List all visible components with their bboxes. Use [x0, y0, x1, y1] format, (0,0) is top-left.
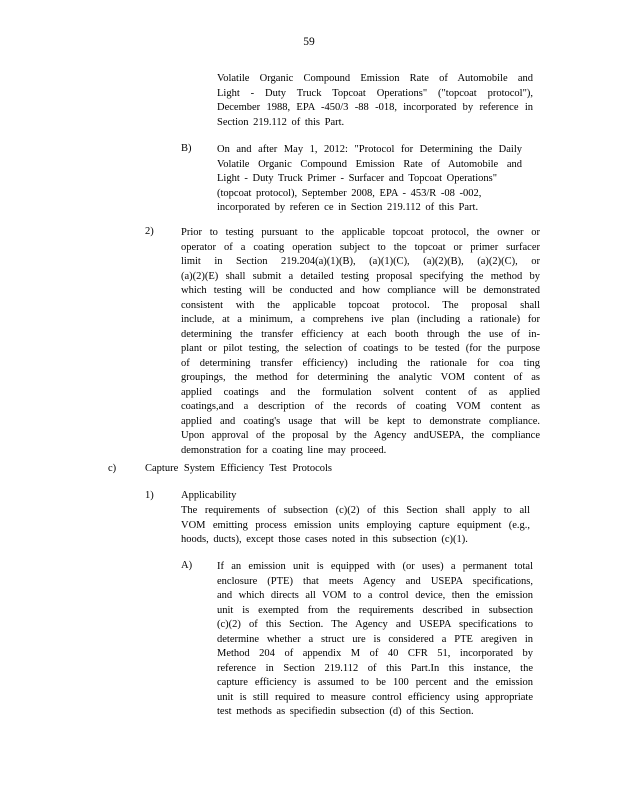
text-line: Light - Duty Truck Primer - Surfacer and Topcoat Operations" [217, 173, 498, 184]
item-c1a-label: A) [181, 560, 193, 571]
item-2-paragraph [181, 226, 540, 458]
text-line: determining the transfer efficiency at each booth through the use of in- [181, 328, 540, 340]
text-line: determine whether a struct ure is considered a PTE aregiven in [217, 633, 533, 645]
text-line: demonstration for a coating line may proceed. [181, 444, 387, 456]
text-line: include, at a minimum, a comprehens ive plan (including a rationale) for [181, 314, 540, 325]
text-line: VOM emitting process emission units employing capture equipment (e.g., [181, 519, 530, 531]
text-line: Method 204 of appendix M of 40 CFR 51, incorporated by [217, 648, 533, 659]
text-line: applied and coating's usage that will be kept to demonstrate compliance. [181, 415, 540, 427]
text-line: coatings,and a description of the records of coating VOM content as [181, 401, 540, 412]
text-line: plant or pilot testing, the selection of coatings to be tested (for the purpose [181, 343, 540, 354]
text-line: of determining transfer efficiency) including the rationale for coa ting [181, 357, 540, 369]
item-c-label: c) [108, 463, 117, 474]
text-line: reference in Section 219.112 of this Part.In this instance, the [217, 662, 533, 674]
item-b-label: B) [181, 143, 192, 154]
item-c1-heading: Applicability [181, 490, 237, 501]
item-c1a-paragraph [217, 560, 533, 720]
text-line: (a)(2)(E) shall submit a detailed testing proposal specifying the method by [181, 270, 540, 282]
text-line: unit is still required to measure control efficiency using appropriate [217, 691, 533, 703]
continuation-paragraph [217, 72, 533, 130]
text-line: Light - Duty Truck Topcoat Operations" ("topcoat protocol"), [217, 87, 533, 99]
text-line: Prior to testing pursuant to the applicable topcoat protocol, the owner or [181, 227, 540, 238]
text-line: limit in Section 219.204(a)(1)(B), (a)(1)(C), (a)(2)(B), (a)(2)(C), or [181, 256, 540, 267]
text-line: test methods as specifiedin subsection (d) of this Section. [217, 706, 474, 717]
text-line: capture efficiency is assumed to be 100 percent and the emission [217, 677, 533, 688]
text-line: enclosure (PTE) that meets Agency and USEPA specifications, [217, 575, 533, 587]
text-line: applied coatings and the formulation solvent content of as applied [181, 386, 540, 398]
text-line: (topcoat protocol), September 2008, EPA - 453/R -08 -002, [217, 187, 482, 199]
text-line: unit is exempted from the requirements described in subsection [217, 604, 533, 616]
text-line: If an emission unit is equipped with (or uses) a permanent total [217, 561, 533, 572]
text-line: operator of a coating operation subject to the topcoat or primer surfacer [181, 241, 540, 253]
item-c1-label: 1) [145, 490, 154, 501]
item-2-label: 2) [145, 226, 154, 237]
text-line: Volatile Organic Compound Emission Rate of Automobile and [217, 73, 533, 84]
text-line: which testing will be conducted and how compliance will be demonstrated [181, 285, 540, 296]
item-b-paragraph [217, 143, 522, 216]
item-c-heading: Capture System Efficiency Test Protocols [145, 463, 333, 474]
text-line: Section 219.112 of this Part. [217, 116, 345, 128]
text-line: consistent with the applicable topcoat protocol. The proposal shall [181, 299, 540, 311]
page-number: 59 [303, 36, 315, 48]
text-line: Upon approval of the proposal by the Agency andUSEPA, the compliance [181, 430, 540, 441]
text-line: incorporated by referen ce in Section 219.112 of this Part. [217, 202, 479, 213]
text-line: and which directs all VOM to a control device, then the emission [217, 590, 533, 601]
text-line: (c)(2) of this Section. The Agency and USEPA specifications to [217, 619, 533, 630]
text-line: The requirements of subsection (c)(2) of this Section shall apply to all [181, 505, 530, 516]
item-c1-paragraph [181, 504, 530, 548]
text-line: hoods, ducts), except those cases noted in this subsection (c)(1). [181, 534, 468, 545]
text-line: Volatile Organic Compound Emission Rate of Automobile and [217, 158, 522, 170]
text-line: groupings, the method for determining the analytic VOM content of as [181, 372, 540, 383]
text-line: December 1988, EPA -450/3 -88 -018, incorporated by reference in [217, 102, 533, 113]
text-line: On and after May 1, 2012: "Protocol for Determining the Daily [217, 144, 522, 155]
